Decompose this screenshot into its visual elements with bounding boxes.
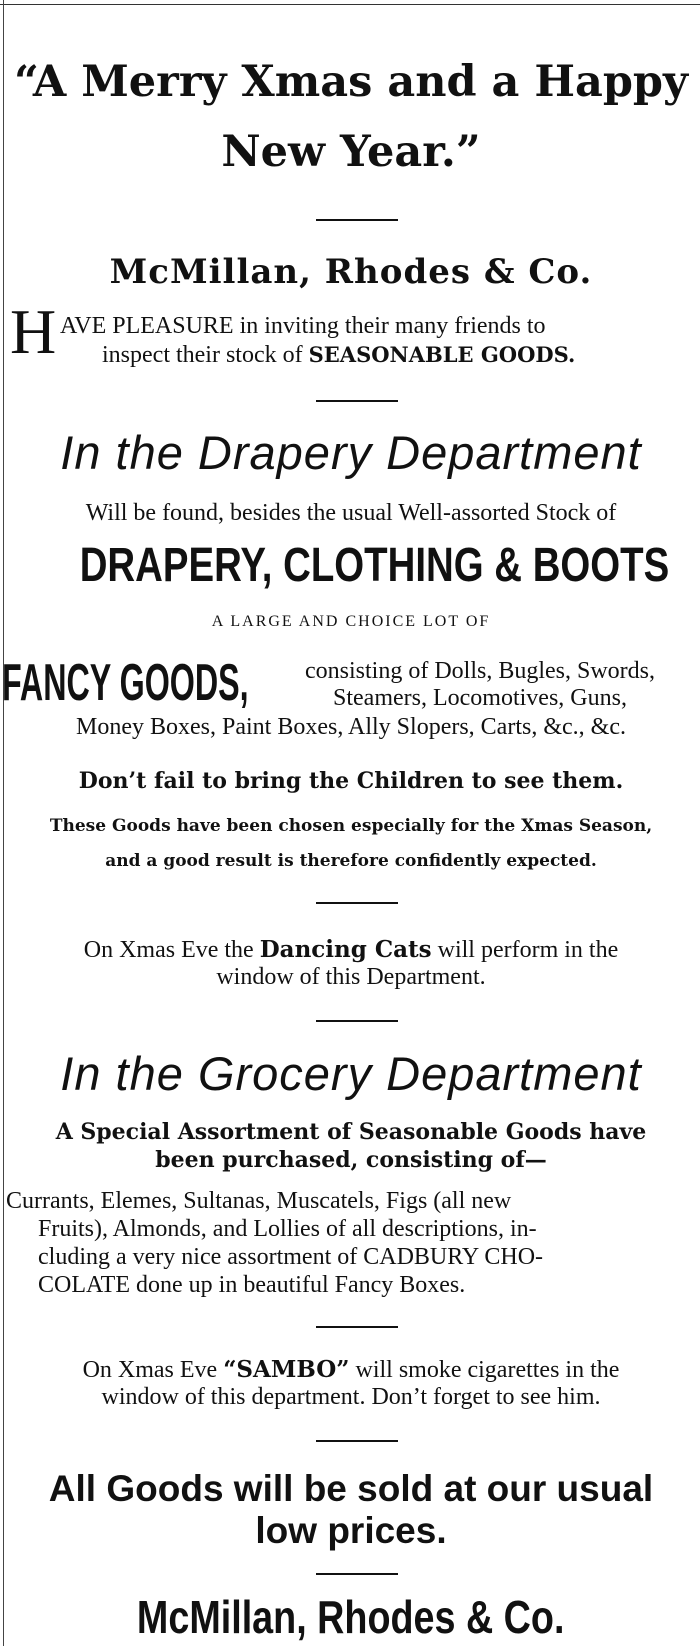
divider: [316, 219, 398, 221]
greeting-line-1: “A Merry Xmas and a Happy: [14, 57, 688, 107]
top-border: [0, 4, 700, 5]
sambo-line-1: [6, 1356, 696, 1384]
sambo-name: “SAMBO”: [223, 1356, 350, 1383]
divider: [316, 1440, 398, 1442]
drapery-big-line: [6, 538, 696, 594]
fancy-line-1: consisting of Dolls, Bugles, Swords,: [304, 658, 655, 684]
fancy-goods: FANCY GOODS,: [2, 654, 249, 712]
divider: [316, 400, 398, 402]
dancing-line-2: window of this Department.: [216, 964, 486, 990]
sambo-prefix: On Xmas Eve: [82, 1357, 224, 1383]
drop-cap: H: [10, 296, 57, 367]
children-line: Don’t fail to bring the Children to see them.: [78, 768, 624, 794]
left-border: [3, 0, 4, 1646]
dancing-line-1: [6, 936, 696, 964]
dancing-prefix: On Xmas Eve the: [83, 937, 260, 963]
greeting-line-2: New Year.”: [221, 127, 481, 177]
grocery-list-1: Currants, Elemes, Sultanas, Muscatels, Figs (all new: [6, 1188, 512, 1214]
drapery-heading: In the Drapery Department: [60, 426, 642, 479]
dancing-suffix: will perform in the: [431, 937, 619, 963]
firm-name-bottom-block: [6, 1590, 696, 1645]
closing-line-2: low prices.: [255, 1510, 447, 1551]
special-line-2: been purchased, consisting of—: [155, 1147, 547, 1173]
sambo-suffix: will smoke cigarettes in the: [349, 1357, 620, 1383]
large-choice-lot: A LARGE AND CHOICE LOT OF: [211, 613, 491, 630]
intro-line-1: AVE PLEASURE in inviting their many friends to: [60, 313, 546, 339]
chosen-line-1: These Goods have been chosen especially for the Xmas Season,: [49, 816, 653, 836]
grocery-list-2: Fruits), Almonds, and Lollies of all descriptions, in-: [38, 1216, 537, 1242]
seasonable-goods: SEASONABLE GOODS.: [308, 342, 576, 367]
dancing-cats: Dancing Cats: [259, 936, 432, 963]
fancy-line-3: Money Boxes, Paint Boxes, Ally Slopers, Carts, &c., &c.: [76, 714, 626, 740]
closing-line-1: All Goods will be sold at our usual: [48, 1468, 654, 1509]
fancy-line-2: Steamers, Locomotives, Guns,: [333, 685, 627, 711]
chosen-line-2: and a good result is therefore confidently expected.: [105, 851, 597, 871]
firm-name-bottom: McMillan, Rhodes & Co.: [137, 1591, 565, 1643]
divider: [316, 1326, 398, 1328]
special-line-1: A Special Assortment of Seasonable Goods have: [55, 1119, 647, 1145]
intro-line-2-text: inspect their stock of: [102, 342, 309, 368]
sambo-line-2: window of this department. Don’t forget to see him.: [101, 1384, 601, 1410]
fancy-goods-block: [2, 655, 262, 712]
intro-line-2: [102, 342, 696, 369]
drapery-intro: Will be found, besides the usual Well-assorted Stock of: [85, 500, 617, 526]
grocery-heading: In the Grocery Department: [60, 1047, 642, 1100]
grocery-list-3: cluding a very nice assortment of CADBURY CHO-: [38, 1244, 544, 1270]
firm-name-top: McMillan, Rhodes & Co.: [109, 252, 593, 292]
divider: [316, 902, 398, 904]
grocery-list-4: COLATE done up in beautiful Fancy Boxes.: [38, 1272, 466, 1298]
divider: [316, 1020, 398, 1022]
divider: [316, 1573, 398, 1575]
drapery-clothing-boots: DRAPERY, CLOTHING & BOOTS: [79, 539, 670, 592]
